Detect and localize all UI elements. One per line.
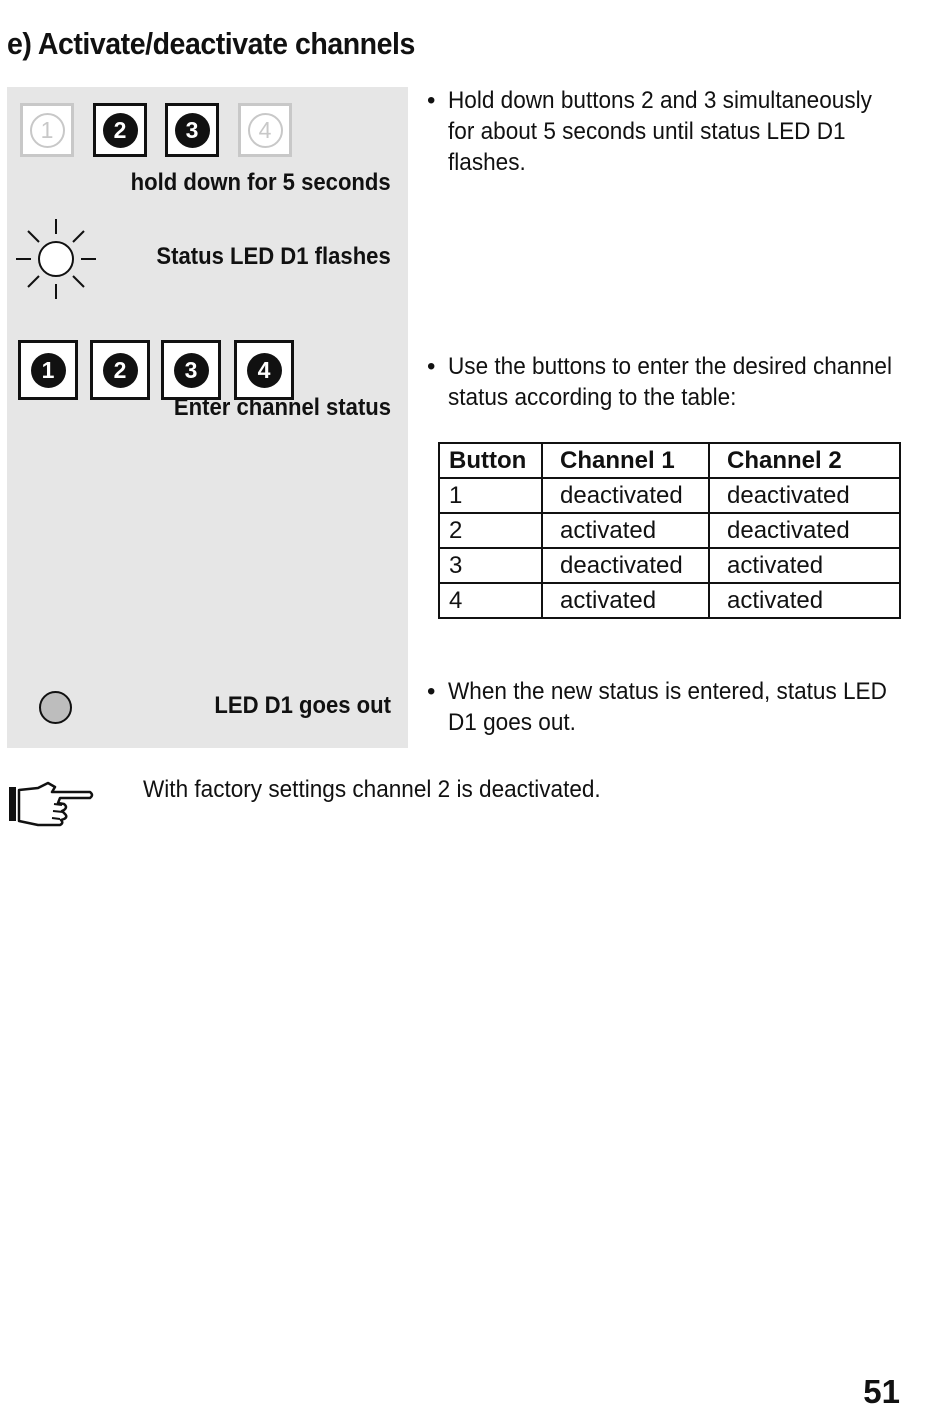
pointing-hand-icon — [8, 778, 96, 828]
cell-channel-1: activated — [542, 513, 709, 548]
led-goes-out-label: LED D1 goes out — [214, 692, 391, 719]
channel-status-table — [438, 442, 901, 619]
cell-channel-2: activated — [709, 583, 900, 618]
instruction-text: When the new status is entered, status LED D1 goes out. — [448, 678, 887, 736]
bullet: • — [427, 87, 436, 114]
header-button: Button — [439, 443, 542, 478]
key-1 — [18, 340, 78, 400]
hold-down-label: hold down for 5 seconds — [130, 169, 391, 196]
table-row — [439, 548, 900, 583]
key-1-inactive — [20, 103, 74, 157]
table-row — [439, 513, 900, 548]
cell-channel-1: deactivated — [542, 478, 709, 513]
led-flashing-icon — [15, 218, 97, 300]
key-number: 2 — [103, 113, 138, 148]
instruction-3 — [427, 676, 903, 738]
table-row — [439, 583, 900, 618]
section-heading: e) Activate/deactivate channels — [7, 26, 415, 61]
key-3 — [161, 340, 221, 400]
cell-button: 3 — [439, 548, 542, 583]
enter-channel-status-label: Enter channel status — [173, 394, 391, 421]
key-3-pressed — [165, 103, 219, 157]
key-2 — [90, 340, 150, 400]
cell-channel-2: deactivated — [709, 478, 900, 513]
key-4 — [234, 340, 294, 400]
key-number: 1 — [31, 353, 66, 388]
led-off-icon — [39, 691, 72, 724]
header-channel-1: Channel 1 — [542, 443, 709, 478]
illustration-panel — [7, 87, 408, 748]
led-flashes-label: Status LED D1 flashes — [156, 243, 391, 270]
key-number: 1 — [30, 113, 65, 148]
instruction-text: Use the buttons to enter the desired channel status according to the table: — [448, 353, 892, 411]
key-number: 3 — [174, 353, 209, 388]
cell-channel-1: deactivated — [542, 548, 709, 583]
instruction-1 — [427, 85, 903, 178]
header-channel-2: Channel 2 — [709, 443, 900, 478]
note-text: With factory settings channel 2 is deactivated. — [143, 776, 601, 803]
cell-button: 4 — [439, 583, 542, 618]
cell-channel-2: activated — [709, 548, 900, 583]
table-header-row — [439, 443, 900, 478]
key-number: 3 — [175, 113, 210, 148]
bullet: • — [427, 353, 436, 380]
instruction-2 — [427, 351, 903, 413]
cell-channel-2: deactivated — [709, 513, 900, 548]
page-number: 51 — [863, 1373, 900, 1410]
key-number: 4 — [248, 113, 283, 148]
table-row — [439, 478, 900, 513]
cell-button: 2 — [439, 513, 542, 548]
key-number: 4 — [247, 353, 282, 388]
instruction-text: Hold down buttons 2 and 3 simultaneously for about 5 seconds until status LED D1 flashes. — [448, 87, 872, 176]
key-2-pressed — [93, 103, 147, 157]
key-4-inactive — [238, 103, 292, 157]
cell-channel-1: activated — [542, 583, 709, 618]
bullet: • — [427, 678, 436, 705]
cell-button: 1 — [439, 478, 542, 513]
key-number: 2 — [103, 353, 138, 388]
